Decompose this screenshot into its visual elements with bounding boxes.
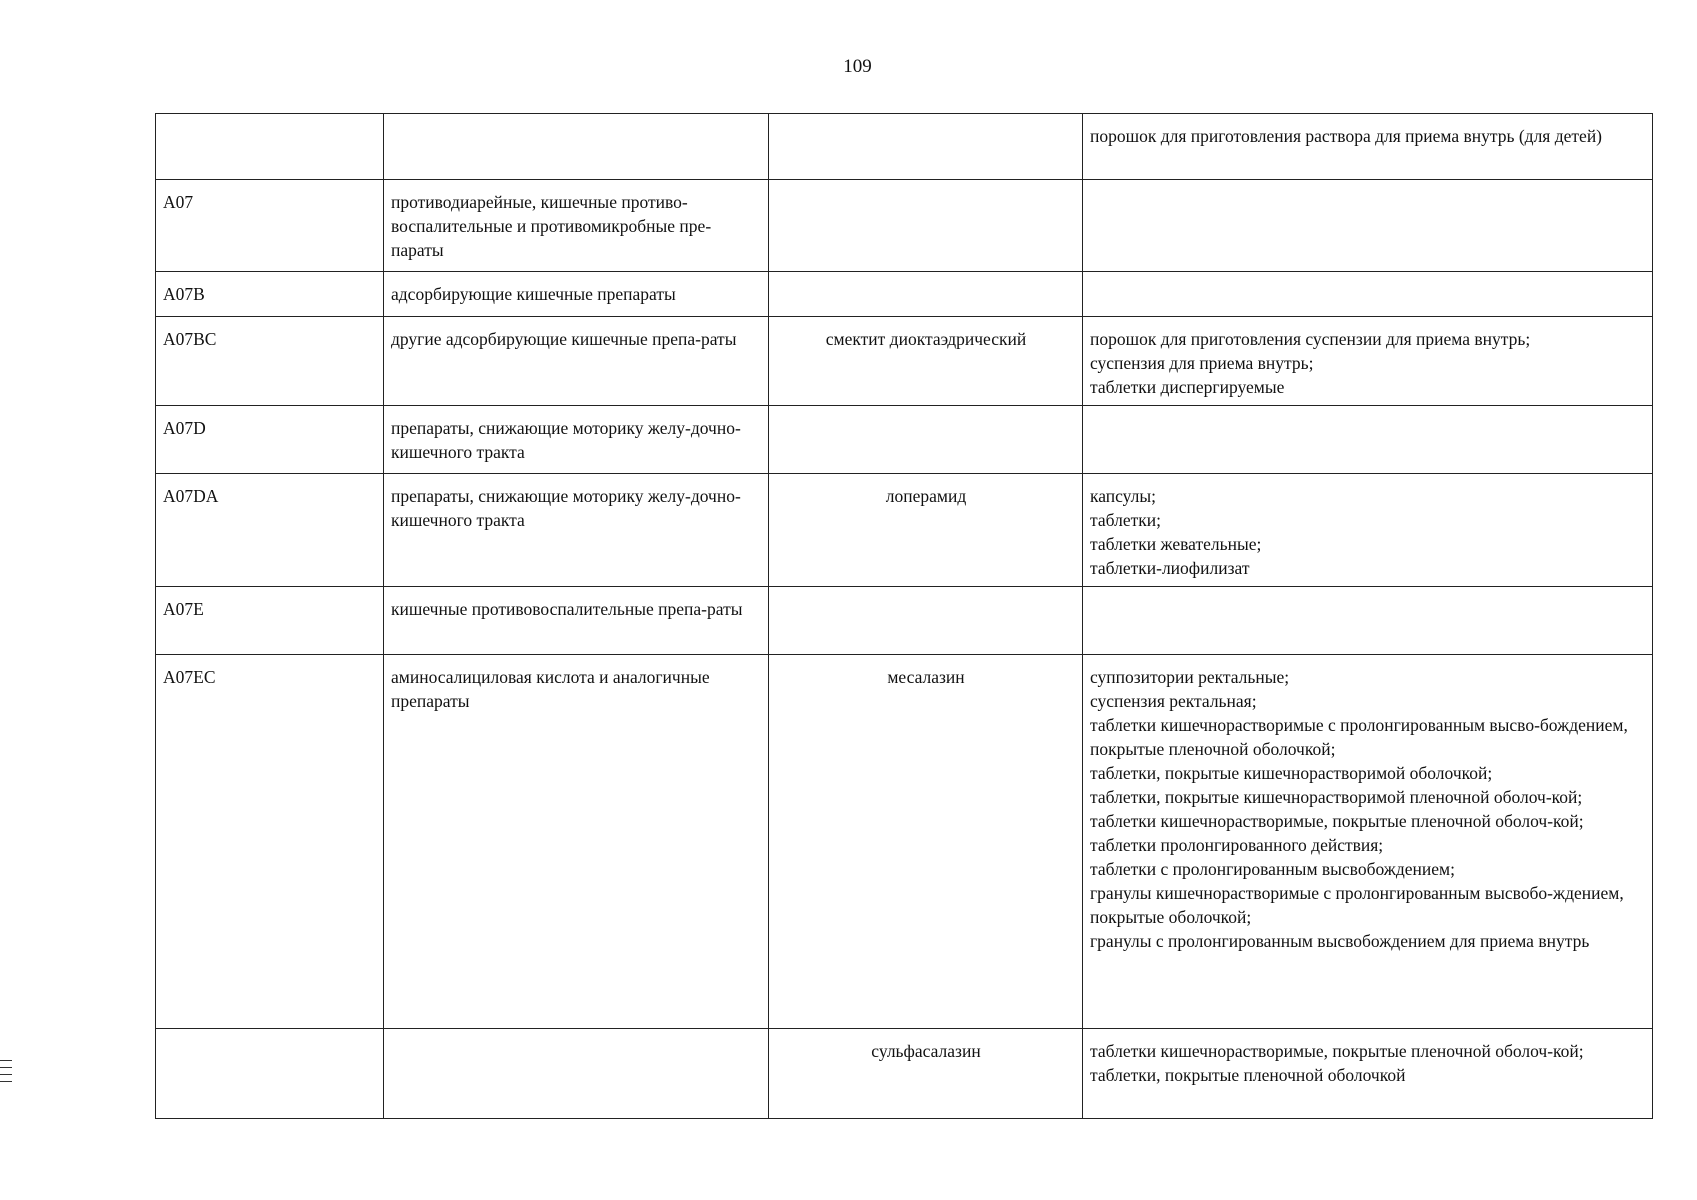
dosage-form-item: таблетки, покрытые пленочной оболочкой	[1090, 1065, 1406, 1085]
atc-code-cell: A07D	[156, 406, 384, 474]
atc-code-cell: A07DA	[156, 474, 384, 587]
table-row	[156, 1029, 1653, 1119]
dosage-forms-cell	[1083, 114, 1653, 180]
dosage-forms-cell	[1083, 587, 1653, 655]
anatomical-group-cell: адсорбирующие кишечные препараты	[384, 272, 769, 317]
dosage-form-item: таблетки жевательные;	[1090, 534, 1262, 554]
dosage-form-item: таблетки кишечнорастворимые с пролонгированным высво-бождением, покрытые пленочной оболочкой;	[1090, 715, 1628, 759]
drug-name-cell: лоперамид	[769, 474, 1083, 587]
dosage-form-item: таблетки кишечнорастворимые, покрытые пленочной оболоч-кой;	[1090, 811, 1584, 831]
drug-name-cell: сульфасалазин	[769, 1029, 1083, 1119]
page-number: 109	[843, 56, 872, 77]
table-row	[156, 655, 1653, 1029]
dosage-form-item: таблетки, покрытые кишечнорастворимой оболочкой;	[1090, 763, 1493, 783]
anatomical-group-cell: препараты, снижающие моторику желу-дочно-кишечного тракта	[384, 406, 769, 474]
dosage-forms-cell	[1083, 272, 1653, 317]
anatomical-group-cell: другие адсорбирующие кишечные препа-раты	[384, 317, 769, 406]
table-row	[156, 272, 1653, 317]
dosage-form-item: таблетки диспергируемые	[1090, 377, 1285, 397]
dosage-form-item: таблетки пролонгированного действия;	[1090, 835, 1384, 855]
dosage-forms-cell	[1083, 180, 1653, 272]
dosage-forms-cell	[1083, 317, 1653, 406]
table-row	[156, 587, 1653, 655]
drug-name-cell	[769, 114, 1083, 180]
table-row	[156, 180, 1653, 272]
dosage-form-item: таблетки с пролонгированным высвобождением;	[1090, 859, 1455, 879]
atc-code-cell: A07B	[156, 272, 384, 317]
dosage-forms-cell	[1083, 474, 1653, 587]
dosage-form-item: порошок для приготовления раствора для приема внутрь (для детей)	[1090, 126, 1603, 146]
anatomical-group-cell: кишечные противовоспалительные препа-раты	[384, 587, 769, 655]
dosage-form-item: таблетки-лиофилизат	[1090, 558, 1250, 578]
table-row	[156, 474, 1653, 587]
dosage-forms-cell	[1083, 1029, 1653, 1119]
table-row	[156, 114, 1653, 180]
table-row	[156, 406, 1653, 474]
dosage-form-item: таблетки кишечнорастворимые, покрытые пленочной оболоч-кой;	[1090, 1041, 1584, 1061]
dosage-form-item: суппозитории ректальные;	[1090, 667, 1290, 687]
dosage-form-item: таблетки;	[1090, 510, 1161, 530]
drug-name-cell	[769, 406, 1083, 474]
atc-code-cell: A07EC	[156, 655, 384, 1029]
anatomical-group-cell	[384, 114, 769, 180]
anatomical-group-cell: противодиарейные, кишечные противо-воспалительные и противомикробные пре-параты	[384, 180, 769, 272]
dosage-form-item: суспензия ректальная;	[1090, 691, 1257, 711]
dosage-form-item: порошок для приготовления суспензии для приема внутрь;	[1090, 329, 1531, 349]
drug-name-cell	[769, 587, 1083, 655]
table-row	[156, 317, 1653, 406]
dosage-form-item: суспензия для приема внутрь;	[1090, 353, 1314, 373]
drug-name-cell: месалазин	[769, 655, 1083, 1029]
drug-name-cell: смектит диоктаэдрический	[769, 317, 1083, 406]
dosage-form-item: капсулы;	[1090, 486, 1157, 506]
atc-code-cell	[156, 1029, 384, 1119]
drug-name-cell	[769, 272, 1083, 317]
dosage-forms-cell	[1083, 655, 1653, 1029]
drug-list-table	[155, 113, 1653, 1119]
anatomical-group-cell: препараты, снижающие моторику желу-дочно-кишечного тракта	[384, 474, 769, 587]
drug-name-cell	[769, 180, 1083, 272]
atc-code-cell	[156, 114, 384, 180]
dosage-form-item: гранулы кишечнорастворимые с пролонгированным высвобо-ждением, покрытые оболочкой;	[1090, 883, 1624, 927]
anatomical-group-cell	[384, 1029, 769, 1119]
anatomical-group-cell: аминосалициловая кислота и аналогичные препараты	[384, 655, 769, 1029]
margin-marks	[0, 1060, 14, 1088]
atc-code-cell: A07	[156, 180, 384, 272]
atc-code-cell: A07BC	[156, 317, 384, 406]
dosage-form-item: таблетки, покрытые кишечнорастворимой пленочной оболоч-кой;	[1090, 787, 1583, 807]
dosage-form-item: гранулы с пролонгированным высвобождением для приема внутрь	[1090, 931, 1590, 951]
atc-code-cell: A07E	[156, 587, 384, 655]
dosage-forms-cell	[1083, 406, 1653, 474]
